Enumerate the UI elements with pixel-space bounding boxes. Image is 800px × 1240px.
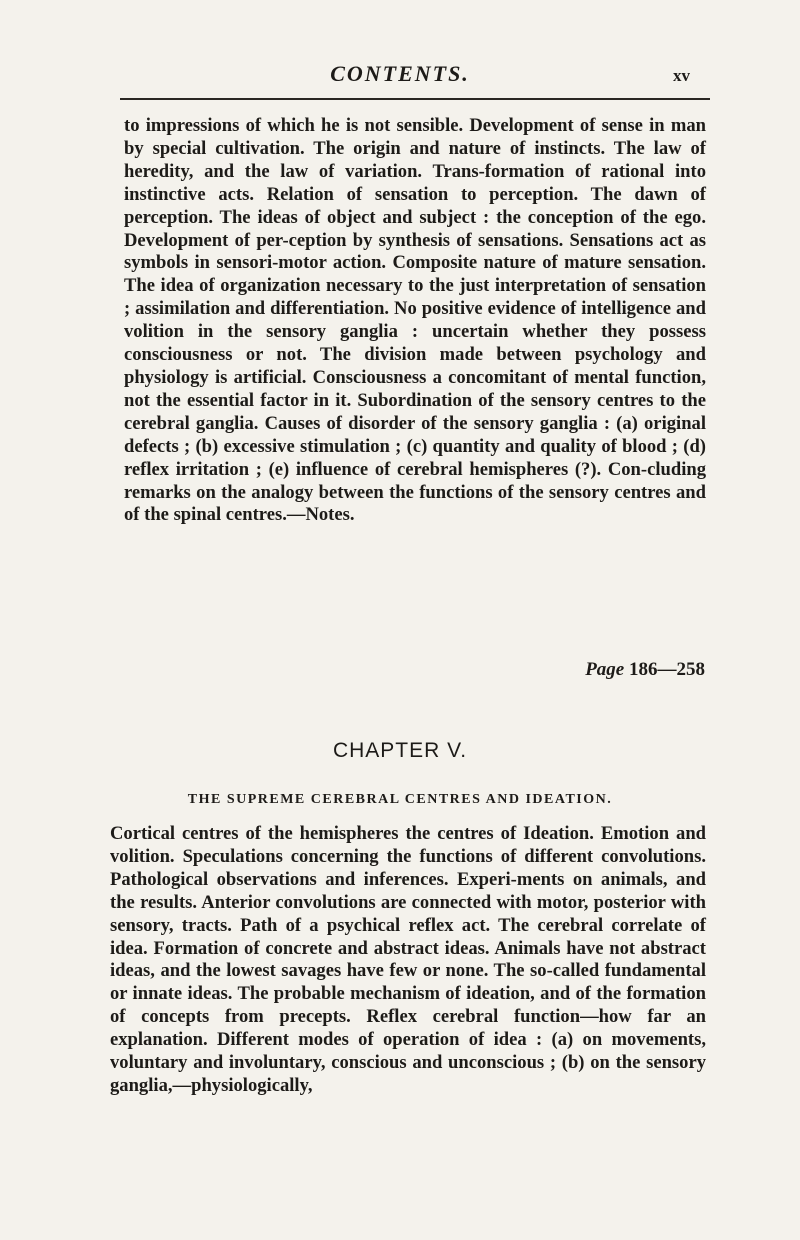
chapter-subtitle: THE SUPREME CEREBRAL CENTRES AND IDEATION. [187, 792, 613, 807]
chapter-v-summary-paragraph: Cortical centres of the hemispheres the centres of Ideation. Emotion and volition. Speculations concerning the functions of different convolutions. Pathological observations and inferences. Experi-ments on animals, and the results. Anterior convolutions are connected with motor, posterior with sensory, tracts. Path of a psychical reflex act. The cerebral correlate of idea. Formation of concrete and abstract ideas. Animals have not abstract ideas, and the lowest savages have few or none. The so-called fundamental or innate ideas. The probable mechanism of ideation, and of the formation of concepts from precepts. Reflex cerebral function—how far an explanation. Different modes of operation of idea : (a) on movements, voluntary and involuntary, conscious and unconscious ; (b) on the sensory ganglia,—physiologically, [110, 823, 706, 1096]
page-reference-label: Page [585, 659, 625, 680]
page-reference-range: 186—258 [629, 659, 705, 680]
page-number: xv [673, 66, 690, 85]
chapter-heading: CHAPTER V. [332, 739, 468, 762]
chapter-iv-summary-paragraph: to impressions of which he is not sensible. Development of sense in man by special cultivation. The origin and nature of instincts. The law of heredity, and the law of variation. Trans-formation of rational into instinctive acts. Relation of sensation to perception. The dawn of perception. The ideas of object and subject : the conception of the ego. Development of per-ception by synthesis of sensations. Sensations act as symbols in sensori-motor action. Composite nature of mature sensation. The idea of organization necessary to the just interpretation of sensation ; assimilation and differentiation. No positive evidence of intelligence and volition in the sensory ganglia : uncertain whether they possess consciousness or not. The division made between psychology and physiology is artificial. Consciousness a concomitant of mental function, not the essential factor in it. Subordination of the sensory centres to the cerebral ganglia. Causes of disorder of the sensory ganglia : (a) original defects ; (b) excessive stimulation ; (c) quantity and quality of blood ; (d) reflex irritation ; (e) influence of cerebral hemispheres (?). Con-cluding remarks on the analogy between the functions of the sensory centres and of the spinal centres.—Notes. [124, 115, 706, 526]
running-head [0, 46, 800, 86]
header-rule [120, 98, 710, 100]
page-reference [585, 659, 705, 681]
running-title: CONTENTS. [330, 61, 470, 86]
